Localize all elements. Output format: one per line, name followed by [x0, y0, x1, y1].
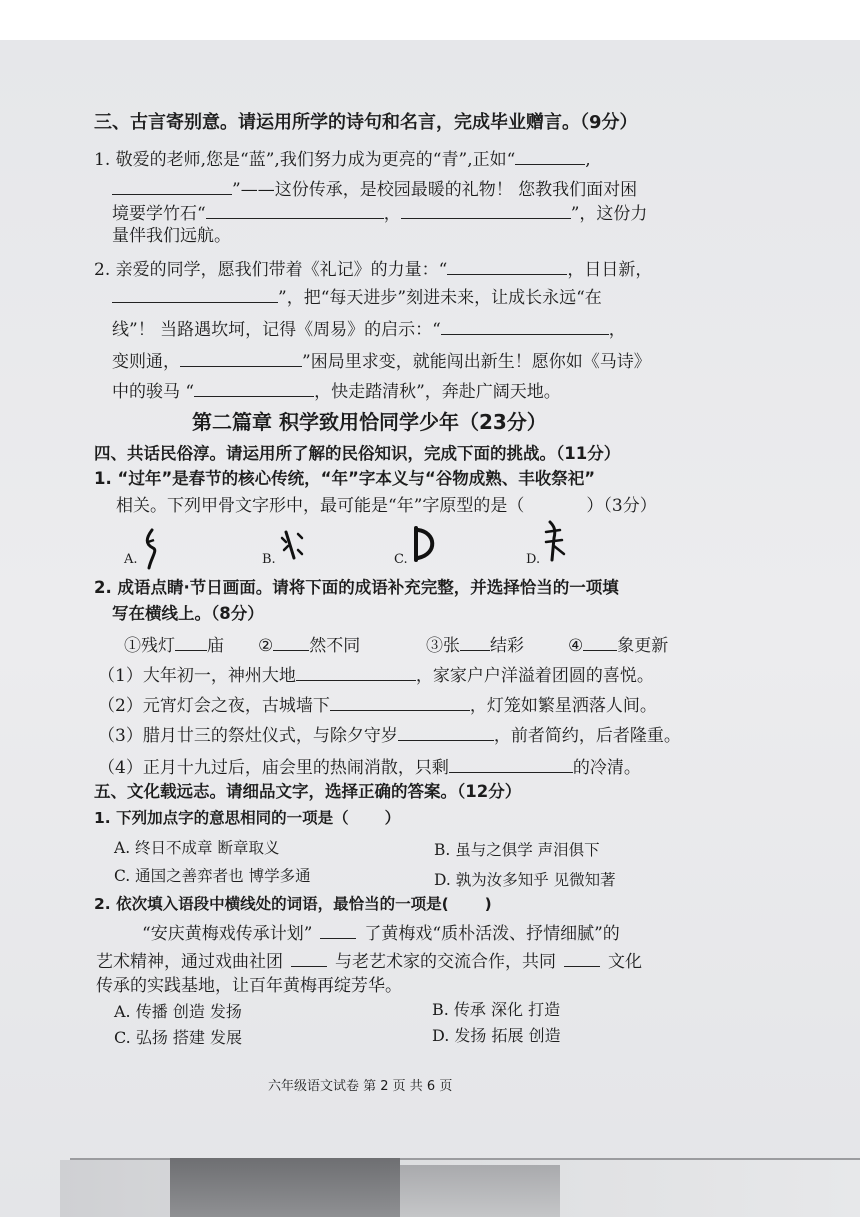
oracle-glyph-d-icon [542, 520, 568, 564]
section3-title: 三、古言寄别意。请运用所学的诗句和名言，完成毕业赠言。（9分） [94, 112, 638, 133]
passage-text: 与老艺术家的交流合作，共同 [335, 952, 556, 972]
stem-text: ) [484, 895, 492, 913]
stem-text: ） [384, 809, 401, 827]
oracle-glyph-c-icon [410, 524, 440, 564]
s3-q1-line3 [112, 200, 647, 226]
s3-q2-text: ，日日新， [567, 260, 653, 280]
passage-text: “安庆黄梅戏传承计划” [142, 924, 313, 944]
stem-text: 2. 依次填入语段中横线处的词语，最恰当的一项是( [94, 895, 449, 913]
s3-q1-line4: 量伴我们远航。 [112, 226, 231, 246]
s5-q1-option-c[interactable]: C. 通国之善弈者也 博学多通 [114, 867, 311, 885]
answer-blank[interactable] [449, 754, 573, 773]
idiom-text: ④ [568, 636, 584, 656]
s3-q1-text: ”，这份力 [570, 204, 648, 224]
answer-blank[interactable] [112, 284, 278, 303]
s3-q1-text: ”——这份传承，是校园最暖的礼物！ 您教我们面对困 [232, 180, 638, 200]
sentence-text: 的冷清。 [572, 758, 641, 778]
s3-q1-line1 [94, 146, 591, 172]
sentence-text: （1）大年初一，神州大地 [98, 666, 296, 686]
answer-blank[interactable] [564, 948, 600, 967]
answer-blank[interactable] [583, 632, 617, 651]
s4-sentence-1 [98, 662, 654, 688]
s3-q2-line3 [112, 316, 626, 342]
sentence-text: （3）腊月廿三的祭灶仪式，与除夕守岁 [98, 726, 398, 746]
s4-q2-line2: 写在横线上。（8分） [112, 604, 264, 623]
s4-sentence-4 [98, 754, 641, 780]
s5-q2-option-d[interactable]: D. 发扬 拓展 创造 [432, 1026, 561, 1045]
answer-blank[interactable] [206, 200, 384, 219]
oracle-glyph-b-icon [280, 528, 306, 564]
page-footer: 六年级语文试卷 第 2 页 共 6 页 [268, 1079, 453, 1094]
idiom-1 [124, 632, 224, 658]
s5-q2-option-c[interactable]: C. 弘扬 搭建 发展 [114, 1028, 243, 1047]
passage-text: 了黄梅戏“质朴活泼、抒情细腻”的 [364, 924, 620, 944]
sentence-text: ，家家户户洋溢着团圆的喜悦。 [415, 666, 654, 686]
shadow-region-light [400, 1165, 560, 1217]
s3-q2-text: ， [608, 320, 626, 340]
answer-blank[interactable] [320, 920, 356, 939]
s3-q1-text: 1. 敬爱的老师,您是“蓝”,我们努力成为更亮的“青”,正如“ [94, 150, 516, 170]
s4-q2-line1: 2. 成语点睛·节日画面。请将下面的成语补充完整，并选择恰当的一项填 [94, 578, 619, 597]
s5-q2-stem [94, 892, 492, 916]
s4-sentence-3 [98, 722, 681, 748]
stem-text: 1. 下列加点字的意思相同的一项是（ [94, 809, 349, 827]
s5-q2-option-b[interactable]: B. 传承 深化 打造 [432, 1000, 561, 1019]
s5-q1-option-d[interactable]: D. 孰为汝多知乎 见微知著 [434, 871, 616, 889]
chapter2-title: 第二篇章 积学致用恰同学少年（23分） [192, 410, 547, 434]
answer-blank[interactable] [401, 200, 571, 219]
sentence-text: （2）元宵灯会之夜，古城墙下 [98, 696, 330, 716]
s3-q2-text: 2. 亲爱的同学，愿我们带着《礼记》的力量：“ [94, 260, 448, 280]
s4-q1-line2 [116, 494, 657, 518]
s4-q1-line1: 1. “过年”是春节的核心传统，“年”字本义与“谷物成熟、丰收祭祀” [94, 469, 596, 488]
shadow-region [170, 1158, 400, 1217]
s3-q2-text: 中的骏马 “ [112, 382, 195, 402]
answer-blank[interactable] [460, 632, 490, 651]
idiom-text: ② [258, 636, 274, 656]
answer-blank[interactable] [398, 722, 494, 741]
answer-blank[interactable] [296, 662, 416, 681]
answer-blank[interactable] [180, 348, 302, 367]
s3-q2-line4 [112, 348, 651, 374]
section4-title: 四、共话民俗淳。请运用所了解的民俗知识，完成下面的挑战。（11分） [94, 444, 621, 463]
sentence-text: ，灯笼如繁星洒落人间。 [469, 696, 657, 716]
sentence-text: ，前者简约，后者隆重。 [493, 726, 681, 746]
s5-q2-option-a[interactable]: A. 传播 创造 发扬 [114, 1002, 242, 1021]
s3-q2-text: ”，把“每天进步”刻进未来，让成长永远“在 [278, 288, 602, 308]
sentence-text: （4）正月十九过后，庙会里的热闹消散，只剩 [98, 758, 449, 778]
s3-q1-text: 境要学竹石“ [112, 204, 206, 224]
answer-blank[interactable] [175, 632, 207, 651]
s4-sentence-2 [98, 692, 657, 718]
idiom-text: 象更新 [617, 636, 669, 656]
s5-q1-option-b[interactable]: B. 虽与之俱学 声泪俱下 [434, 841, 600, 859]
s3-q1-text: , [585, 150, 591, 170]
answer-blank[interactable] [112, 176, 232, 195]
section5-title: 五、文化载远志。请细品文字，选择正确的答案。（12分） [94, 782, 522, 801]
s5-q1-option-a[interactable]: A. 终日不成章 断章取义 [114, 839, 280, 857]
idiom-text: 然不同 [309, 636, 361, 656]
idiom-3 [426, 632, 524, 658]
idiom-text: 结彩 [490, 636, 524, 656]
s5-q2-text-line1 [142, 920, 620, 946]
option-a-label[interactable]: A. [124, 552, 138, 567]
s4-q1-text: 相关。下列甲骨文字形中，最可能是“年”字原型的是（ [116, 496, 525, 516]
idiom-text: 庙 [207, 636, 224, 656]
option-c-label[interactable]: C. [394, 552, 408, 567]
idiom-text: ①残灯 [124, 636, 175, 656]
idiom-4 [568, 632, 668, 658]
s5-q1-stem [94, 806, 400, 830]
s3-q2-line2 [112, 284, 602, 310]
idiom-2 [258, 632, 360, 658]
answer-blank[interactable] [291, 948, 327, 967]
answer-blank[interactable] [441, 316, 609, 335]
s3-q2-line5 [112, 378, 561, 404]
s3-q2-text: 变则通， [112, 352, 180, 372]
answer-blank[interactable] [447, 256, 567, 275]
option-d-label[interactable]: D. [526, 552, 541, 567]
s3-q1-text: ， [383, 204, 401, 224]
answer-blank[interactable] [515, 146, 585, 165]
s3-q1-line2 [112, 176, 637, 202]
oracle-glyph-a-icon [142, 528, 164, 570]
s3-q2-line1 [94, 256, 652, 282]
s3-q2-text: 线”！ 当路遇坎坷，记得《周易》的启示：“ [112, 320, 441, 340]
passage-text: 艺术精神，通过戏曲社团 [96, 952, 283, 972]
option-b-label[interactable]: B. [262, 552, 276, 567]
s4-q1-text: ）（3分） [586, 496, 657, 516]
answer-blank[interactable] [194, 378, 314, 397]
passage-text: 文化 [608, 952, 642, 972]
s5-q2-text-line2 [96, 948, 642, 974]
s3-q2-text: ，快走踏清秋”，奔赴广阔天地。 [314, 382, 561, 402]
s3-q2-text: ”困局里求变，就能闯出新生！愿你如《马诗》 [302, 352, 651, 372]
background-top-band [0, 0, 860, 40]
answer-blank[interactable] [330, 692, 470, 711]
s5-q2-text-line3: 传承的实践基地，让百年黄梅再绽芳华。 [96, 976, 402, 996]
answer-blank[interactable] [273, 632, 309, 651]
idiom-text: ③张 [426, 636, 460, 656]
